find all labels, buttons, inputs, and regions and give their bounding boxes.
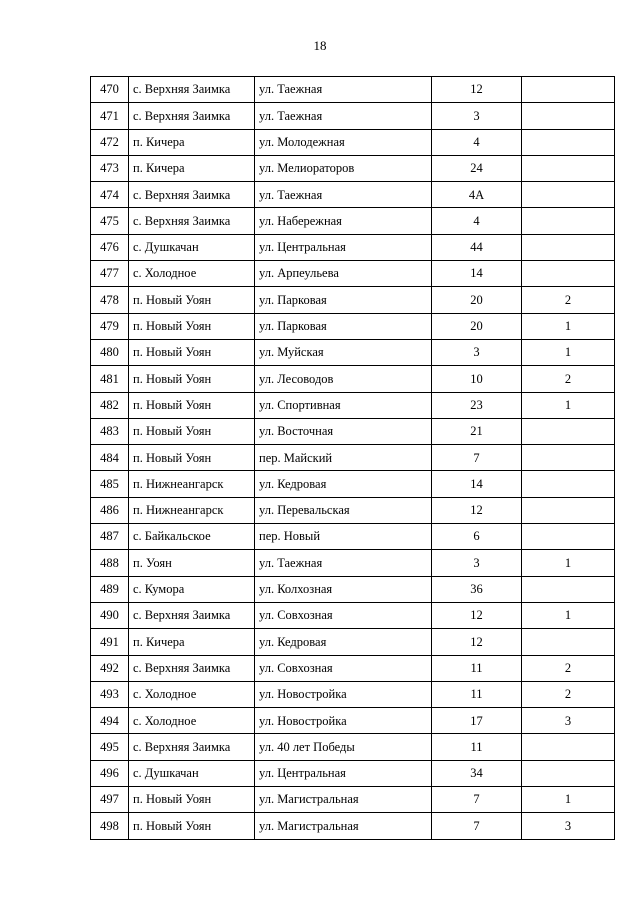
apartment-cell [522,445,615,471]
locality-cell: п. Новый Уоян [129,366,255,392]
row-number-cell: 497 [91,787,129,813]
house-number-cell: 7 [432,787,522,813]
table-row [91,418,615,444]
row-number-cell: 491 [91,629,129,655]
locality-cell: п. Нижнеангарск [129,471,255,497]
row-number-cell: 494 [91,708,129,734]
street-cell: ул. Перевальская [255,497,432,523]
house-number-cell: 20 [432,287,522,313]
table-row [91,366,615,392]
locality-cell: п. Новый Уоян [129,813,255,839]
page-number: 18 [313,38,327,53]
locality-cell: п. Новый Уоян [129,313,255,339]
house-number-cell: 17 [432,708,522,734]
apartment-cell: 2 [522,287,615,313]
street-cell: ул. Новостройка [255,708,432,734]
house-number-cell: 34 [432,760,522,786]
locality-cell: п. Новый Уоян [129,287,255,313]
house-number-cell: 6 [432,524,522,550]
locality-cell: п. Новый Уоян [129,418,255,444]
table-row [91,602,615,628]
apartment-cell: 1 [522,787,615,813]
street-cell: пер. Майский [255,445,432,471]
street-cell: ул. Мелиораторов [255,155,432,181]
apartment-cell: 1 [522,339,615,365]
apartment-cell [522,576,615,602]
row-number-cell: 492 [91,655,129,681]
street-cell: ул. Таежная [255,182,432,208]
locality-cell: с. Душкачан [129,234,255,260]
table-row [91,77,615,103]
row-number-cell: 495 [91,734,129,760]
table-row [91,524,615,550]
address-table-body [91,77,615,840]
table-row [91,760,615,786]
house-number-cell: 44 [432,234,522,260]
apartment-cell: 3 [522,813,615,839]
row-number-cell: 473 [91,155,129,181]
row-number-cell: 472 [91,129,129,155]
address-table [90,76,615,840]
row-number-cell: 486 [91,497,129,523]
house-number-cell: 14 [432,261,522,287]
table-row [91,103,615,129]
row-number-cell: 496 [91,760,129,786]
locality-cell: с. Верхняя Заимка [129,208,255,234]
house-number-cell: 23 [432,392,522,418]
apartment-cell: 2 [522,655,615,681]
row-number-cell: 487 [91,524,129,550]
row-number-cell: 470 [91,77,129,103]
table-row [91,392,615,418]
apartment-cell: 2 [522,366,615,392]
row-number-cell: 477 [91,261,129,287]
house-number-cell: 20 [432,313,522,339]
street-cell: ул. Спортивная [255,392,432,418]
house-number-cell: 12 [432,602,522,628]
table-row [91,155,615,181]
locality-cell: с. Верхняя Заимка [129,182,255,208]
apartment-cell [522,261,615,287]
apartment-cell [522,734,615,760]
table-row [91,655,615,681]
locality-cell: с. Холодное [129,261,255,287]
table-row [91,208,615,234]
locality-cell: с. Верхняя Заимка [129,602,255,628]
table-row [91,471,615,497]
house-number-cell: 11 [432,681,522,707]
locality-cell: п. Новый Уоян [129,339,255,365]
house-number-cell: 12 [432,77,522,103]
apartment-cell: 1 [522,602,615,628]
table-row [91,287,615,313]
street-cell: ул. Молодежная [255,129,432,155]
house-number-cell: 3 [432,550,522,576]
locality-cell: п. Новый Уоян [129,787,255,813]
apartment-cell [522,471,615,497]
apartment-cell [522,524,615,550]
locality-cell: п. Уоян [129,550,255,576]
row-number-cell: 488 [91,550,129,576]
table-row [91,787,615,813]
street-cell: ул. Центральная [255,760,432,786]
street-cell: ул. Восточная [255,418,432,444]
row-number-cell: 493 [91,681,129,707]
apartment-cell [522,497,615,523]
row-number-cell: 475 [91,208,129,234]
locality-cell: с. Кумора [129,576,255,602]
house-number-cell: 11 [432,655,522,681]
locality-cell: с. Верхняя Заимка [129,77,255,103]
row-number-cell: 474 [91,182,129,208]
apartment-cell [522,760,615,786]
house-number-cell: 10 [432,366,522,392]
apartment-cell: 3 [522,708,615,734]
house-number-cell: 12 [432,629,522,655]
locality-cell: п. Кичера [129,155,255,181]
apartment-cell [522,103,615,129]
table-row [91,497,615,523]
house-number-cell: 7 [432,445,522,471]
locality-cell: с. Верхняя Заимка [129,734,255,760]
table-row [91,708,615,734]
street-cell: ул. Таежная [255,77,432,103]
row-number-cell: 498 [91,813,129,839]
locality-cell: с. Верхняя Заимка [129,103,255,129]
street-cell: ул. Кедровая [255,471,432,497]
street-cell: ул. Колхозная [255,576,432,602]
street-cell: ул. Совхозная [255,602,432,628]
table-row [91,339,615,365]
locality-cell: с. Холодное [129,708,255,734]
table-row [91,550,615,576]
street-cell: ул. 40 лет Победы [255,734,432,760]
table-row [91,681,615,707]
apartment-cell: 1 [522,550,615,576]
house-number-cell: 14 [432,471,522,497]
street-cell: ул. Набережная [255,208,432,234]
apartment-cell: 1 [522,313,615,339]
table-row [91,629,615,655]
row-number-cell: 483 [91,418,129,444]
table-row [91,445,615,471]
house-number-cell: 24 [432,155,522,181]
street-cell: пер. Новый [255,524,432,550]
locality-cell: с. Верхняя Заимка [129,655,255,681]
row-number-cell: 485 [91,471,129,497]
table-row [91,182,615,208]
row-number-cell: 489 [91,576,129,602]
apartment-cell: 1 [522,392,615,418]
house-number-cell: 36 [432,576,522,602]
apartment-cell [522,182,615,208]
street-cell: ул. Парковая [255,287,432,313]
locality-cell: п. Нижнеангарск [129,497,255,523]
house-number-cell: 12 [432,497,522,523]
apartment-cell [522,418,615,444]
locality-cell: п. Новый Уоян [129,392,255,418]
house-number-cell: 11 [432,734,522,760]
row-number-cell: 479 [91,313,129,339]
street-cell: ул. Новостройка [255,681,432,707]
street-cell: ул. Магистральная [255,813,432,839]
row-number-cell: 481 [91,366,129,392]
street-cell: ул. Совхозная [255,655,432,681]
table-row [91,734,615,760]
row-number-cell: 478 [91,287,129,313]
row-number-cell: 471 [91,103,129,129]
table-row [91,313,615,339]
street-cell: ул. Магистральная [255,787,432,813]
table-row [91,576,615,602]
table-row [91,129,615,155]
street-cell: ул. Парковая [255,313,432,339]
row-number-cell: 476 [91,234,129,260]
house-number-cell: 4А [432,182,522,208]
apartment-cell [522,155,615,181]
apartment-cell [522,129,615,155]
locality-cell: с. Душкачан [129,760,255,786]
apartment-cell [522,208,615,234]
street-cell: ул. Арпеульева [255,261,432,287]
house-number-cell: 4 [432,129,522,155]
locality-cell: с. Байкальское [129,524,255,550]
street-cell: ул. Муйская [255,339,432,365]
street-cell: ул. Таежная [255,103,432,129]
locality-cell: п. Новый Уоян [129,445,255,471]
street-cell: ул. Таежная [255,550,432,576]
table-row [91,261,615,287]
house-number-cell: 4 [432,208,522,234]
locality-cell: п. Кичера [129,129,255,155]
house-number-cell: 7 [432,813,522,839]
row-number-cell: 482 [91,392,129,418]
row-number-cell: 480 [91,339,129,365]
row-number-cell: 490 [91,602,129,628]
house-number-cell: 3 [432,103,522,129]
street-cell: ул. Кедровая [255,629,432,655]
locality-cell: п. Кичера [129,629,255,655]
apartment-cell [522,77,615,103]
locality-cell: с. Холодное [129,681,255,707]
house-number-cell: 3 [432,339,522,365]
apartment-cell [522,234,615,260]
street-cell: ул. Центральная [255,234,432,260]
row-number-cell: 484 [91,445,129,471]
street-cell: ул. Лесоводов [255,366,432,392]
table-row [91,813,615,839]
house-number-cell: 21 [432,418,522,444]
apartment-cell: 2 [522,681,615,707]
table-row [91,234,615,260]
apartment-cell [522,629,615,655]
